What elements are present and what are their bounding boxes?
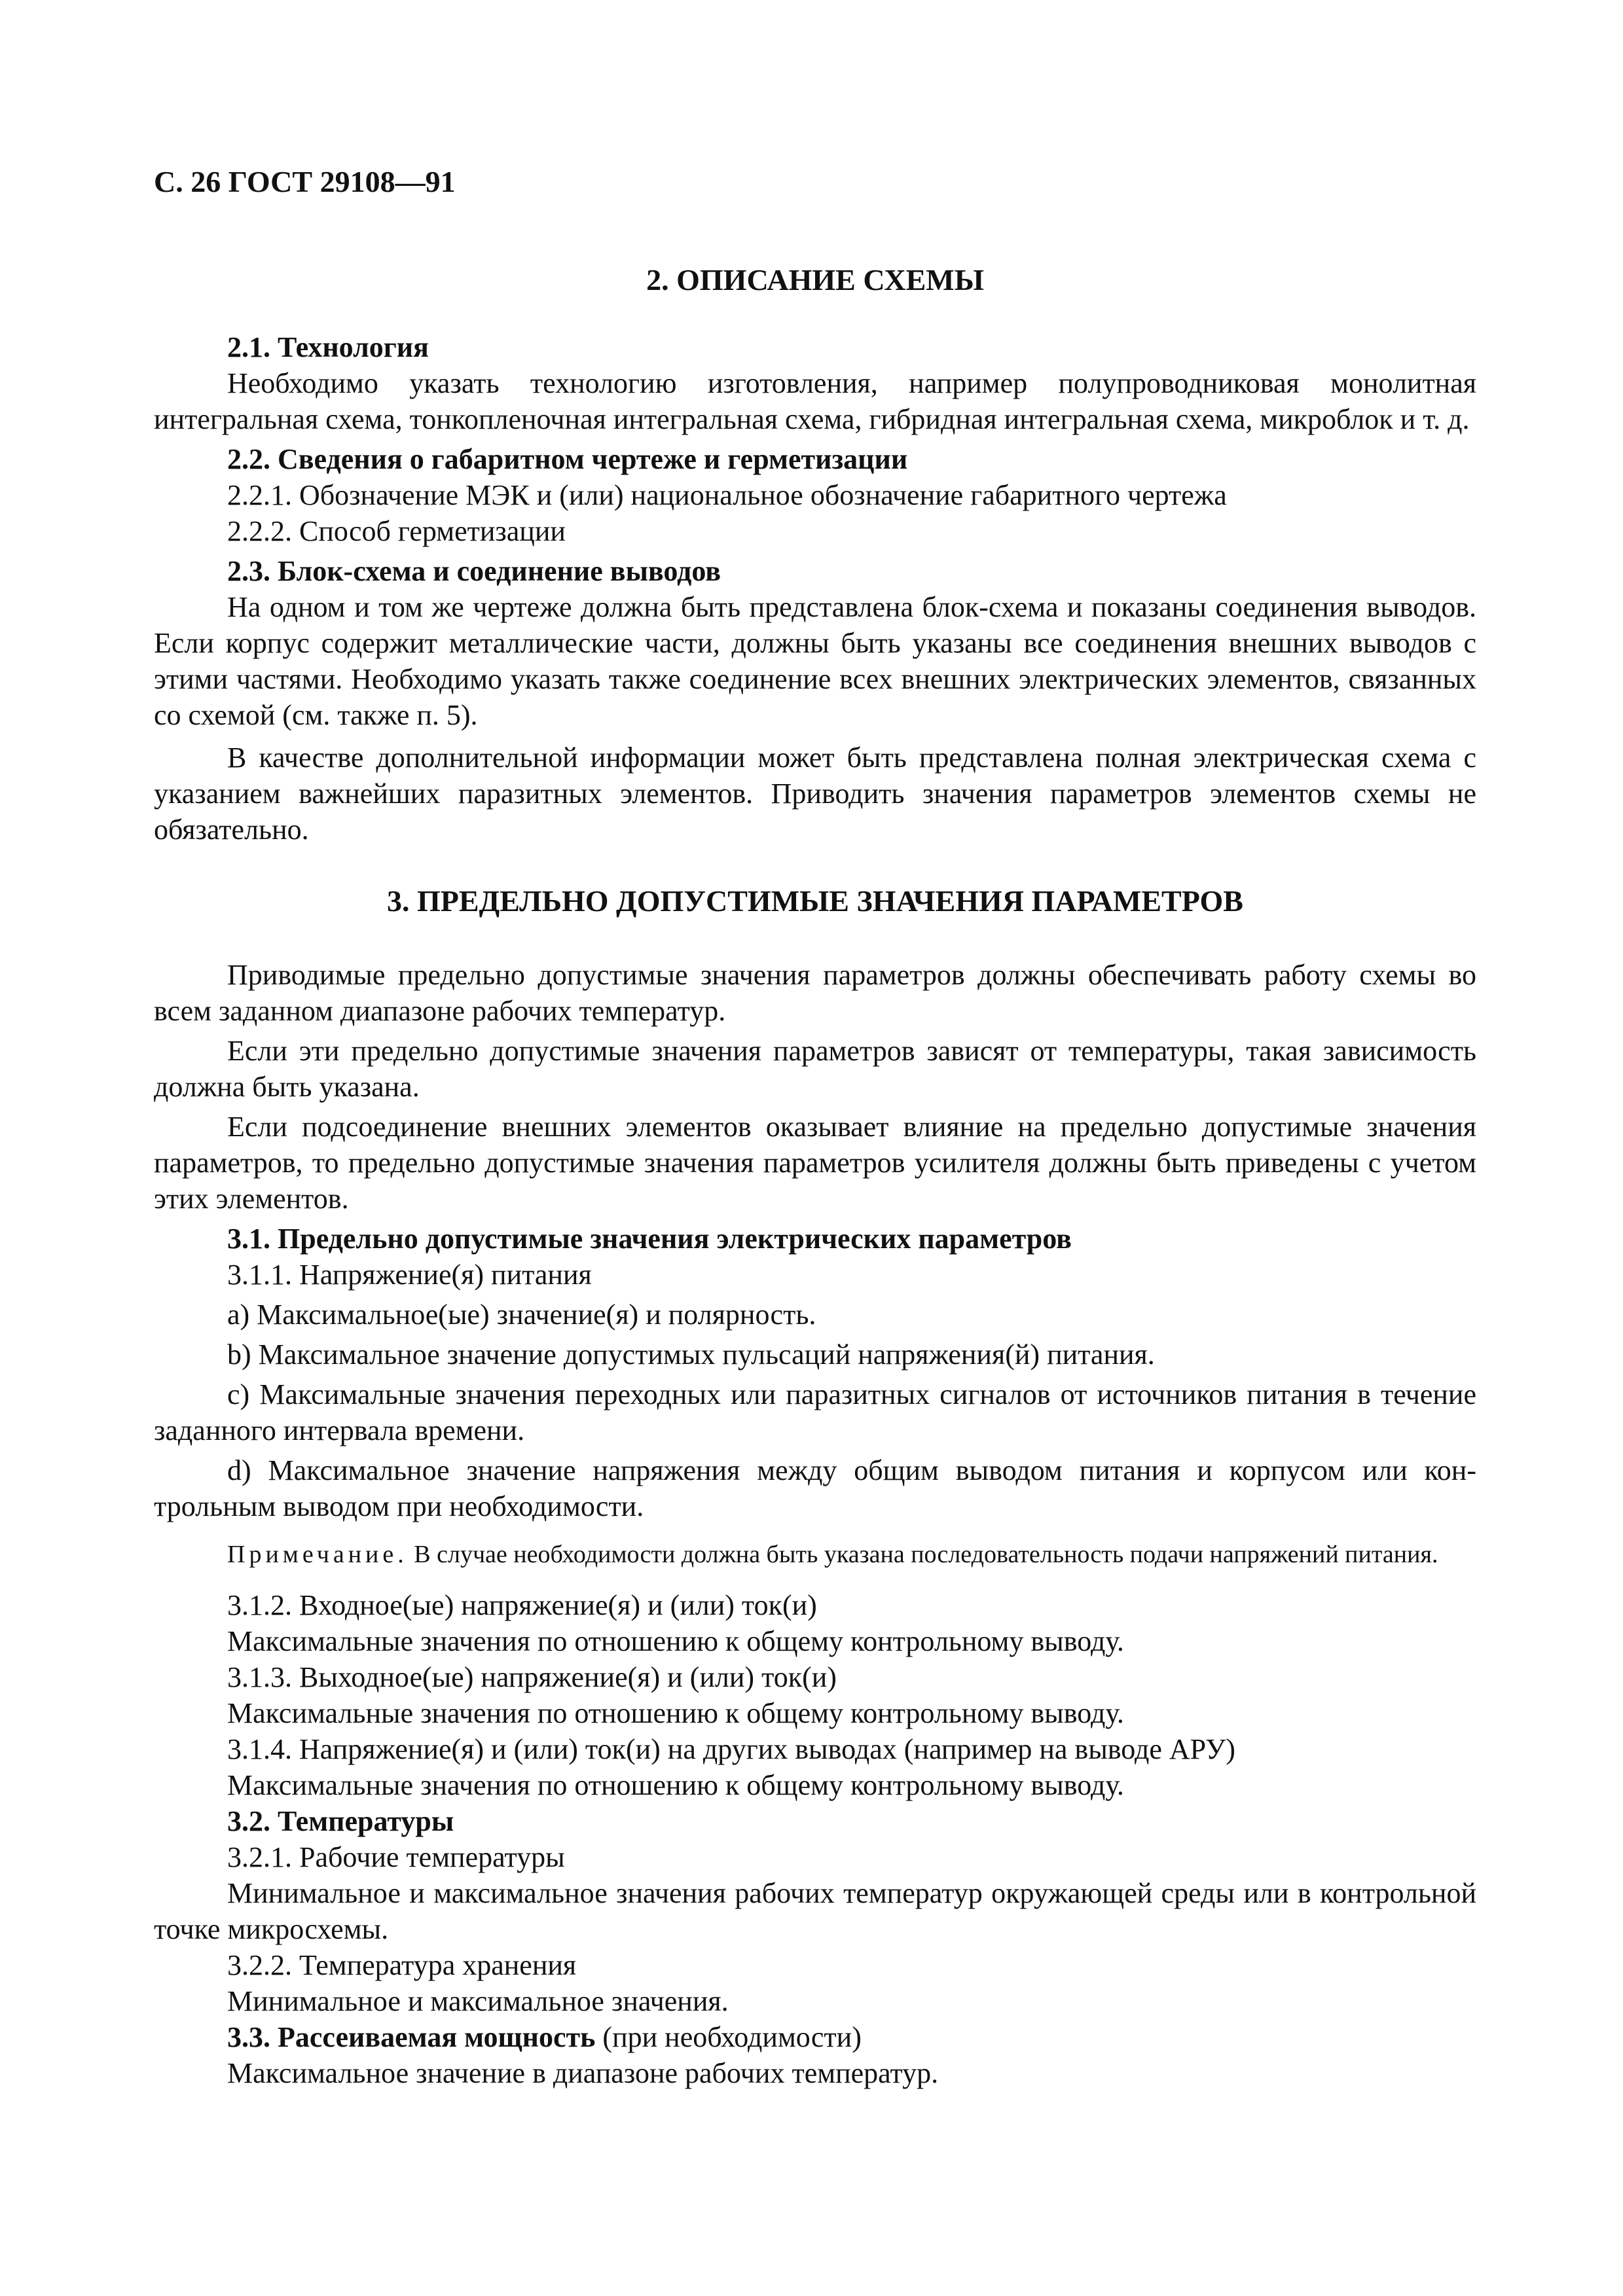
item-3-2-2-text: Минимальное и максимальное значения.: [227, 1985, 729, 2017]
note-label: Примечание.: [227, 1541, 408, 1568]
item-3-1-4-text: Максимальные значения по отношению к общему контрольному выводу.: [227, 1769, 1124, 1801]
note-text: В случае необходимости должна быть указана последовательность подачи напряжений питания.: [414, 1541, 1438, 1568]
item-3-1-3: 3.1.3. Выходное(ые) напряжение(я) и (или) ток(и): [227, 1661, 837, 1693]
section-2-title: 2. ОПИСАНИЕ СХЕМЫ: [646, 263, 984, 296]
section-3-intro-3: Если подсоединение внешних элементов оказывает влияние на предельно допустимые значения параметров, то предельно допустимые значения параметров усилителя должны быть приведены с учетом этих элементов.: [154, 1111, 1476, 1215]
subsection-2-1-text: Необходимо указать технологию изготовления, например полупроводниковая монолитная интегральная схема, тонкопленочная интегральная схема, гибридная интегральная схема, микроблок и т. д.: [154, 367, 1476, 435]
item-3-1-4: 3.1.4. Напряжение(я) и (или) ток(и) на других выводах (например на выводе АРУ): [227, 1733, 1235, 1765]
note: [154, 1539, 1476, 1570]
list-item-d: d) Максимальное значение напряжения между общим выводом питания и корпусом или контрольным выводом при необходимости.: [154, 1454, 1476, 1522]
list-item-c: c) Максимальные значения переходных или паразитных сигналов от источников питания в течение заданного интервала времени.: [154, 1378, 1476, 1446]
item-3-1-2: 3.1.2. Входное(ые) напряжение(я) и (или) ток(и): [227, 1589, 817, 1621]
subsection-3-3-suffix: (при необходимости): [595, 2021, 862, 2053]
item-3-1-2-text: Максимальные значения по отношению к общему контрольному выводу.: [227, 1625, 1124, 1657]
running-head: С. 26 ГОСТ 29108—91: [154, 165, 456, 198]
subsection-3-3-text: Максимальное значение в диапазоне рабочих температур.: [227, 2057, 939, 2089]
section-3-title: 3. ПРЕДЕЛЬНО ДОПУСТИМЫЕ ЗНАЧЕНИЯ ПАРАМЕТРОВ: [387, 884, 1243, 918]
item-3-1-1: 3.1.1. Напряжение(я) питания: [227, 1259, 592, 1291]
item-3-1-3-text: Максимальные значения по отношению к общему контрольному выводу.: [227, 1697, 1124, 1729]
subsection-2-3-paragraph-2: В качестве дополнительной информации может быть представлена полная электрическая схема с указанием важнейших паразитных элементов. Приводить значения параметров элементов схемы не обязательно.: [154, 742, 1476, 846]
subsection-2-2-title: 2.2. Сведения о габаритном чертеже и герметизации: [227, 443, 908, 475]
subsection-3-3-title: 3.3. Рассеиваемая мощность: [227, 2021, 596, 2053]
subsection-2-3-title: 2.3. Блок-схема и соединение выводов: [227, 555, 721, 587]
item-3-2-2: 3.2.2. Температура хранения: [227, 1949, 577, 1981]
subsection-3-2-title: 3.2. Температуры: [227, 1805, 454, 1837]
list-item-b: b) Максимальное значение допустимых пульсаций напряжения(й) питания.: [227, 1338, 1155, 1371]
subsection-2-1-title: 2.1. Технология: [227, 331, 429, 363]
page-content: [154, 164, 1476, 2091]
item-3-2-1: 3.2.1. Рабочие температуры: [227, 1841, 565, 1873]
item-2-2-2: 2.2.2. Способ герметизации: [227, 515, 566, 547]
subsection-3-3-heading: [154, 2019, 1476, 2055]
list-item-a: a) Максимальное(ые) значение(я) и полярность.: [227, 1299, 816, 1331]
section-3-intro-1: Приводимые предельно допустимые значения параметров должны обеспечивать работу схемы во всем заданном диапазоне рабочих температур.: [154, 959, 1476, 1027]
subsection-2-3-paragraph-1: На одном и том же чертеже должна быть представлена блок-схема и показаны соединения выводов. Если корпус содержит металлические части, должны быть указаны все соединения внешних выводов с этими частями. Необходимо указать также соединение всех внешних электрических элементов, связанных со схемой (см. также п. 5).: [154, 591, 1476, 731]
item-3-2-1-text: Минимальное и максимальное значения рабочих температур окружающей среды или в контрольной точке микросхемы.: [154, 1877, 1476, 1945]
item-2-2-1: 2.2.1. Обозначение МЭК и (или) национальное обозначение габаритного чертежа: [227, 479, 1227, 511]
section-3-intro-2: Если эти предельно допустимые значения параметров зависят от температуры, такая зависимость должна быть указана.: [154, 1035, 1476, 1103]
subsection-3-1-title: 3.1. Предельно допустимые значения электрических параметров: [227, 1223, 1072, 1255]
